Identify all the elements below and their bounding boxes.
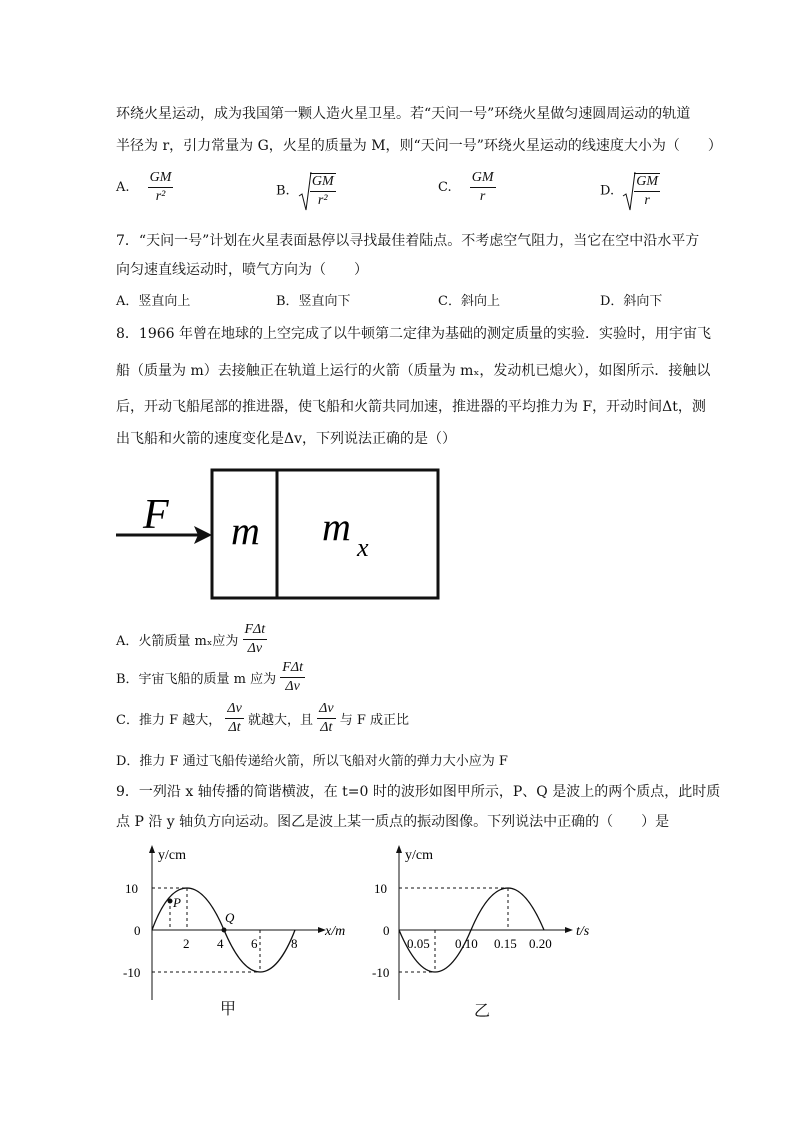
graph-yi-x-arrow-icon [565,927,573,933]
graph-jia-ytick-0: 0 [134,923,141,938]
graph-yi-ytick-10: 10 [374,881,387,896]
graph-jia-y-arrow-icon [149,845,155,853]
graph-yi-ytick-neg10: -10 [372,965,390,980]
graph-yi-xtick-010: 0.10 [455,936,478,951]
graph-jia-ytick-neg10: -10 [123,965,141,980]
graph-jia-label-p: P [173,895,181,910]
graph-yi-xlabel: t/s [576,924,590,939]
graph-jia [125,842,355,1022]
q8-option-d[interactable]: D．推力 F 通过飞船传递给火箭，所以飞船对火箭的弹力大小应为 F [116,754,508,769]
ship-mass-label: m [231,508,260,553]
rocket-mass-subscript: x [357,533,369,562]
q8-option-a[interactable]: A．火箭质量 mₓ应为 $\frac{\text{FΔt}}{\Delta v}$ [116,622,266,656]
q8-option-b-fraction: $\frac{\text{FΔt}}{\Delta v}$ [282,660,303,694]
graph-jia-point-q [222,928,227,933]
q7-line1: 7．“天问一号”计划在火星表面悬停以寻找最佳着陆点。不考虑空气阻力，当它在空中沿水平方 [116,233,700,249]
graph-jia-xtick-8: 8 [291,936,298,951]
q6-option-b-fraction: $\frac{GM}{\text{r²}}$ [311,174,334,208]
q8-option-a-fraction: $\frac{\text{FΔt}}{\Delta v}$ [244,622,266,656]
graph-yi-xtick-020: 0.20 [529,936,552,951]
q7-option-d[interactable]: D．斜向下 [600,294,663,309]
q6-option-a[interactable]: A. $\frac{GM}{\text{r²}}$ [116,170,172,204]
q8-option-c[interactable]: C．推力 F 越大， $\frac{\Delta v}{\Delta t}$ 就越大，且 $\frac{\Delta v}{\Delta t}$ 与 F 成正比 [116,701,409,735]
q8-option-b[interactable]: B．宇宙飞船的质量 m 应为 $\frac{\text{FΔt}}{\Delta v}$ [116,660,303,694]
graph-jia-xtick-6: 6 [251,936,258,951]
graph-jia-caption: 甲 [220,999,237,1018]
q6-option-a-fraction: $\frac{GM}{\text{r²}}$ [149,170,172,204]
q8-diagram [0,460,794,610]
graph-jia-ytick-10: 10 [125,881,138,896]
q7-option-b[interactable]: B．竖直向下 [276,294,351,309]
q8-line2: 船（质量为 m）去接触正在轨道上运行的火箭（质量为 mₓ，发动机已熄火），如图所示．接触以 [116,363,711,379]
q8-line1: 8．1966 年曾在地球的上空完成了以牛顿第二定律为基础的测定质量的实验．实验时，用宇宙飞 [116,326,711,342]
q8-line4: 出飞船和火箭的速度变化是Δv，下列说法正确的是（） [116,431,457,447]
q6-option-d[interactable]: D. $\frac{GM}{r}$ [600,170,660,212]
rocket-mass-label: m [322,504,351,549]
q7-option-c[interactable]: C．斜向上 [438,294,500,309]
q8-option-c-fraction-1: $\frac{\Delta v}{\Delta t}$ [227,701,242,735]
q6-option-b[interactable]: B. $\frac{GM}{\text{r²}}$ [276,170,336,212]
q8-option-c-fraction-2: $\frac{\Delta v}{\Delta t}$ [319,701,334,735]
graph-jia-label-q: Q [225,910,235,925]
q7-line2: 向匀速直线运动时，喷气方向为（ ） [116,262,368,278]
graph-yi [372,842,612,1022]
q9-line1: 9．一列沿 x 轴传播的简谐横波，在 t=0 时的波形如图甲所示，P、Q 是波上的两个质点，此时质 [116,784,721,800]
graph-jia-xlabel: x/m [325,924,346,939]
graph-jia-point-p [168,899,173,904]
q6-option-c-fraction: $\frac{GM}{r}$ [471,170,494,204]
q6-line1: 环绕火星运动，成为我国第一颗人造火星卫星。若“天问一号”环绕火星做匀速圆周运动的轨道 [116,106,691,122]
graph-yi-caption: 乙 [474,1001,491,1020]
graph-jia-xtick-4: 4 [217,936,224,951]
graph-jia-ylabel: y/cm [158,848,186,863]
graph-yi-ytick-0: 0 [383,923,390,938]
graph-yi-y-arrow-icon [396,845,402,853]
q6-line2: 半径为 r，引力常量为 G，火星的质量为 M，则“天问一号”环绕火星运动的线速度大小为（ ） [116,138,722,154]
graph-yi-ylabel: y/cm [405,848,433,863]
q8-line3: 后，开动飞船尾部的推进器，使飞船和火箭共同加速，推进器的平均推力为 F，开动时间Δt，测 [116,399,706,415]
q6-option-c[interactable]: C. $\frac{GM}{r}$ [438,170,494,204]
graph-jia-xtick-2: 2 [183,936,190,951]
force-label: F [143,492,169,538]
graph-yi-xtick-005: 0.05 [407,936,430,951]
graph-yi-xtick-015: 0.15 [494,936,517,951]
q6-option-d-fraction: $\frac{GM}{r}$ [636,174,659,208]
q9-line2: 点 P 沿 y 轴负方向运动。图乙是波上某一质点的振动图像。下列说法中正确的（ ）是 [116,814,670,830]
q7-option-a[interactable]: A．竖直向上 [116,294,191,309]
